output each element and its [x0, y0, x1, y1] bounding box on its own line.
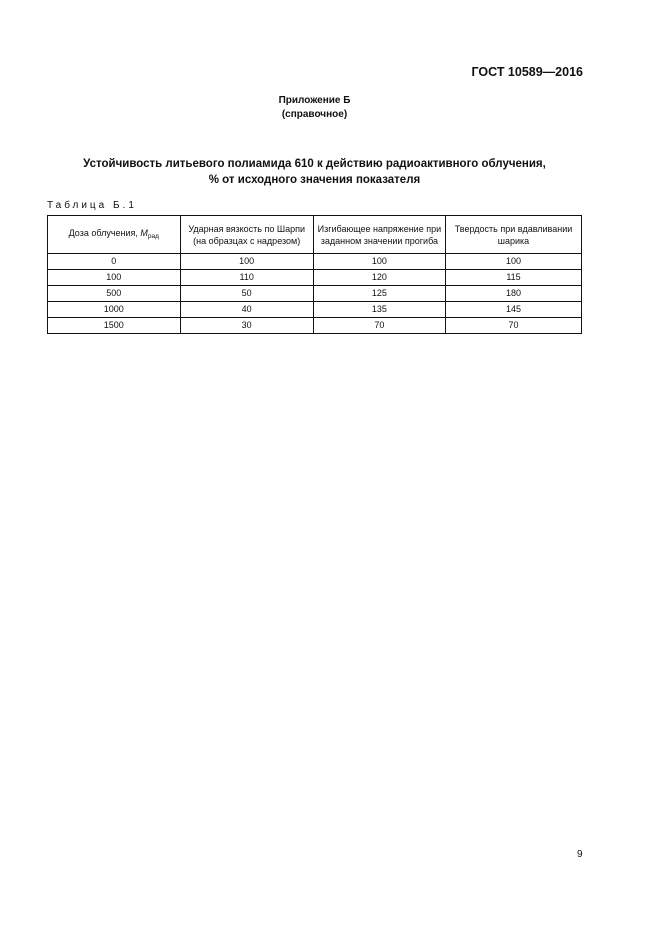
- table-cell: 125: [313, 286, 445, 302]
- column-header-dose-symbol: M: [140, 227, 148, 238]
- table-cell: 110: [180, 270, 313, 286]
- table-cell: 100: [180, 254, 313, 270]
- table-cell: 120: [313, 270, 445, 286]
- document-title: [0, 156, 629, 188]
- table-cell: 0: [48, 254, 181, 270]
- column-header-bending-line-2: заданном значении прогиба: [320, 235, 439, 246]
- column-header-hardness-line-2: шарика: [497, 235, 530, 246]
- column-header-charpy-line-2: (на образцах с надрезом): [193, 235, 301, 246]
- table-row: [48, 270, 582, 286]
- table-cell: 100: [48, 270, 181, 286]
- table-row: [48, 302, 582, 318]
- table-header-row: [48, 216, 582, 254]
- appendix-type: (справочное): [281, 109, 348, 120]
- table-caption: Таблица Б.1: [47, 200, 137, 211]
- column-header-dose: [48, 216, 181, 254]
- table-row: [48, 254, 582, 270]
- table-cell: 70: [445, 318, 581, 334]
- document-title-line-2: % от исходного значения показателя: [208, 174, 421, 186]
- table-cell: 70: [313, 318, 445, 334]
- column-header-charpy-impact: [180, 216, 313, 254]
- column-header-charpy-line-1: Ударная вязкость по Шарпи: [188, 223, 306, 234]
- table-cell: 100: [313, 254, 445, 270]
- radiation-resistance-table: [47, 215, 582, 334]
- table-cell: 30: [180, 318, 313, 334]
- table-row: [48, 318, 582, 334]
- table-cell: 1500: [48, 318, 181, 334]
- table-cell: 115: [445, 270, 581, 286]
- table-cell: 500: [48, 286, 181, 302]
- column-header-dose-unit: рад: [147, 232, 159, 240]
- column-header-dose-label: Доза облучения,: [68, 227, 141, 238]
- table-cell: 1000: [48, 302, 181, 318]
- standard-number: ГОСТ 10589—2016: [471, 65, 583, 79]
- table-cell: 50: [180, 286, 313, 302]
- table-cell: 180: [445, 286, 581, 302]
- column-header-hardness-line-1: Твердость при вдавливании: [454, 223, 573, 234]
- appendix-heading: [0, 94, 629, 122]
- table-cell: 145: [445, 302, 581, 318]
- column-header-bending-line-1: Изгибающее напряжение при: [317, 223, 442, 234]
- document-title-line-1: Устойчивость литьевого полиамида 610 к действию радиоактивного облучения,: [83, 158, 546, 170]
- appendix-title: Приложение Б: [278, 95, 351, 106]
- table-cell: 135: [313, 302, 445, 318]
- table-cell: 100: [445, 254, 581, 270]
- table-row: [48, 286, 582, 302]
- column-header-bending-stress: [313, 216, 445, 254]
- table-cell: 40: [180, 302, 313, 318]
- column-header-ball-hardness: [445, 216, 581, 254]
- page-number: 9: [577, 849, 583, 860]
